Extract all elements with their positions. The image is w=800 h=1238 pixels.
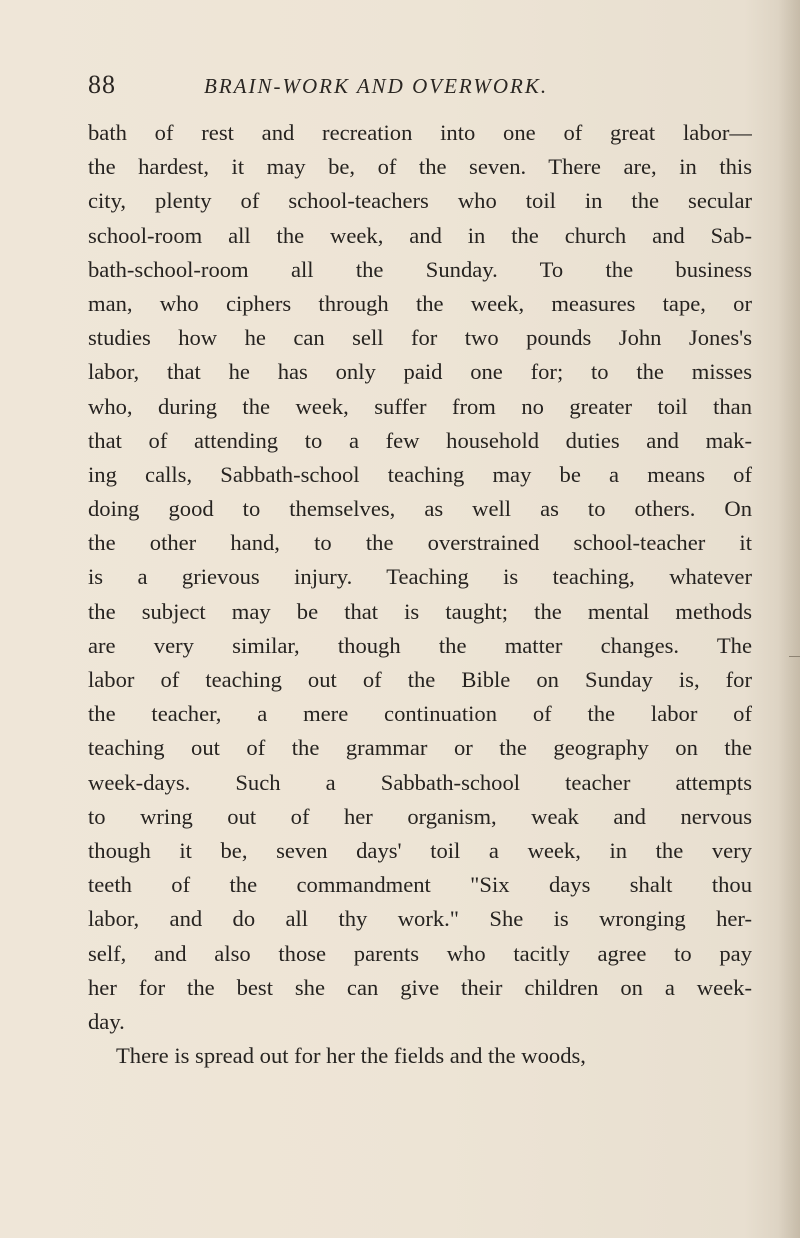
text-line: are very similar, though the matter changes. The xyxy=(88,632,752,658)
text-line: labor, and do all thy work." She is wronging her- xyxy=(88,906,752,932)
text-line: studies how he can sell for two pounds John Jones's xyxy=(88,325,752,351)
page-number: 88 xyxy=(88,70,116,99)
text-line: doing good to themselves, as well as to others. On xyxy=(88,496,752,522)
text-line: to wring out of her organism, weak and nervous xyxy=(88,803,752,829)
text-line: labor, that he has only paid one for; to the misses xyxy=(88,359,752,385)
margin-mark xyxy=(789,656,800,657)
text-line: though it be, seven days' toil a week, in the very xyxy=(88,837,752,863)
text-line: school-room all the week, and in the church and Sab- xyxy=(88,222,752,248)
text-line: ing calls, Sabbath-school teaching may be a means of xyxy=(88,461,752,487)
text-line: bath-school-room all the Sunday. To the business xyxy=(88,256,752,282)
text-line: city, plenty of school-teachers who toil in the secular xyxy=(88,188,752,214)
text-line: teeth of the commandment "Six days shalt thou xyxy=(88,872,752,898)
text-line: labor of teaching out of the Bible on Sunday is, for xyxy=(88,667,752,692)
text-line: her for the best she can give their children on a week- xyxy=(88,974,752,1000)
text-line: the hardest, it may be, of the seven. There are, in this xyxy=(88,154,752,180)
body-text xyxy=(88,116,752,1073)
running-title: BRAIN-WORK AND OVERWORK. xyxy=(204,74,549,98)
running-head xyxy=(88,70,728,104)
paragraph-end-line: day. xyxy=(88,1008,125,1034)
text-line: man, who ciphers through the week, measures tape, or xyxy=(88,290,752,316)
text-line: the other hand, to the overstrained school-teacher it xyxy=(88,530,752,556)
text-line: is a grievous injury. Teaching is teaching, whatever xyxy=(88,564,752,590)
text-line: who, during the week, suffer from no greater toil than xyxy=(88,393,752,419)
text-line: the teacher, a mere continuation of the labor of xyxy=(88,701,752,727)
text-line: week-days. Such a Sabbath-school teacher attempts xyxy=(88,769,752,795)
text-line: bath of rest and recreation into one of great labor— xyxy=(88,120,752,145)
text-line: the subject may be that is taught; the mental methods xyxy=(88,598,752,624)
text-line: self, and also those parents who tacitly agree to pay xyxy=(88,940,752,966)
paragraph-start-line: There is spread out for her the fields and the woods, xyxy=(116,1043,586,1069)
page-edge-shadow xyxy=(778,0,800,1238)
text-line: that of attending to a few household duties and mak- xyxy=(88,427,752,453)
text-line: teaching out of the grammar or the geography on the xyxy=(88,735,752,761)
